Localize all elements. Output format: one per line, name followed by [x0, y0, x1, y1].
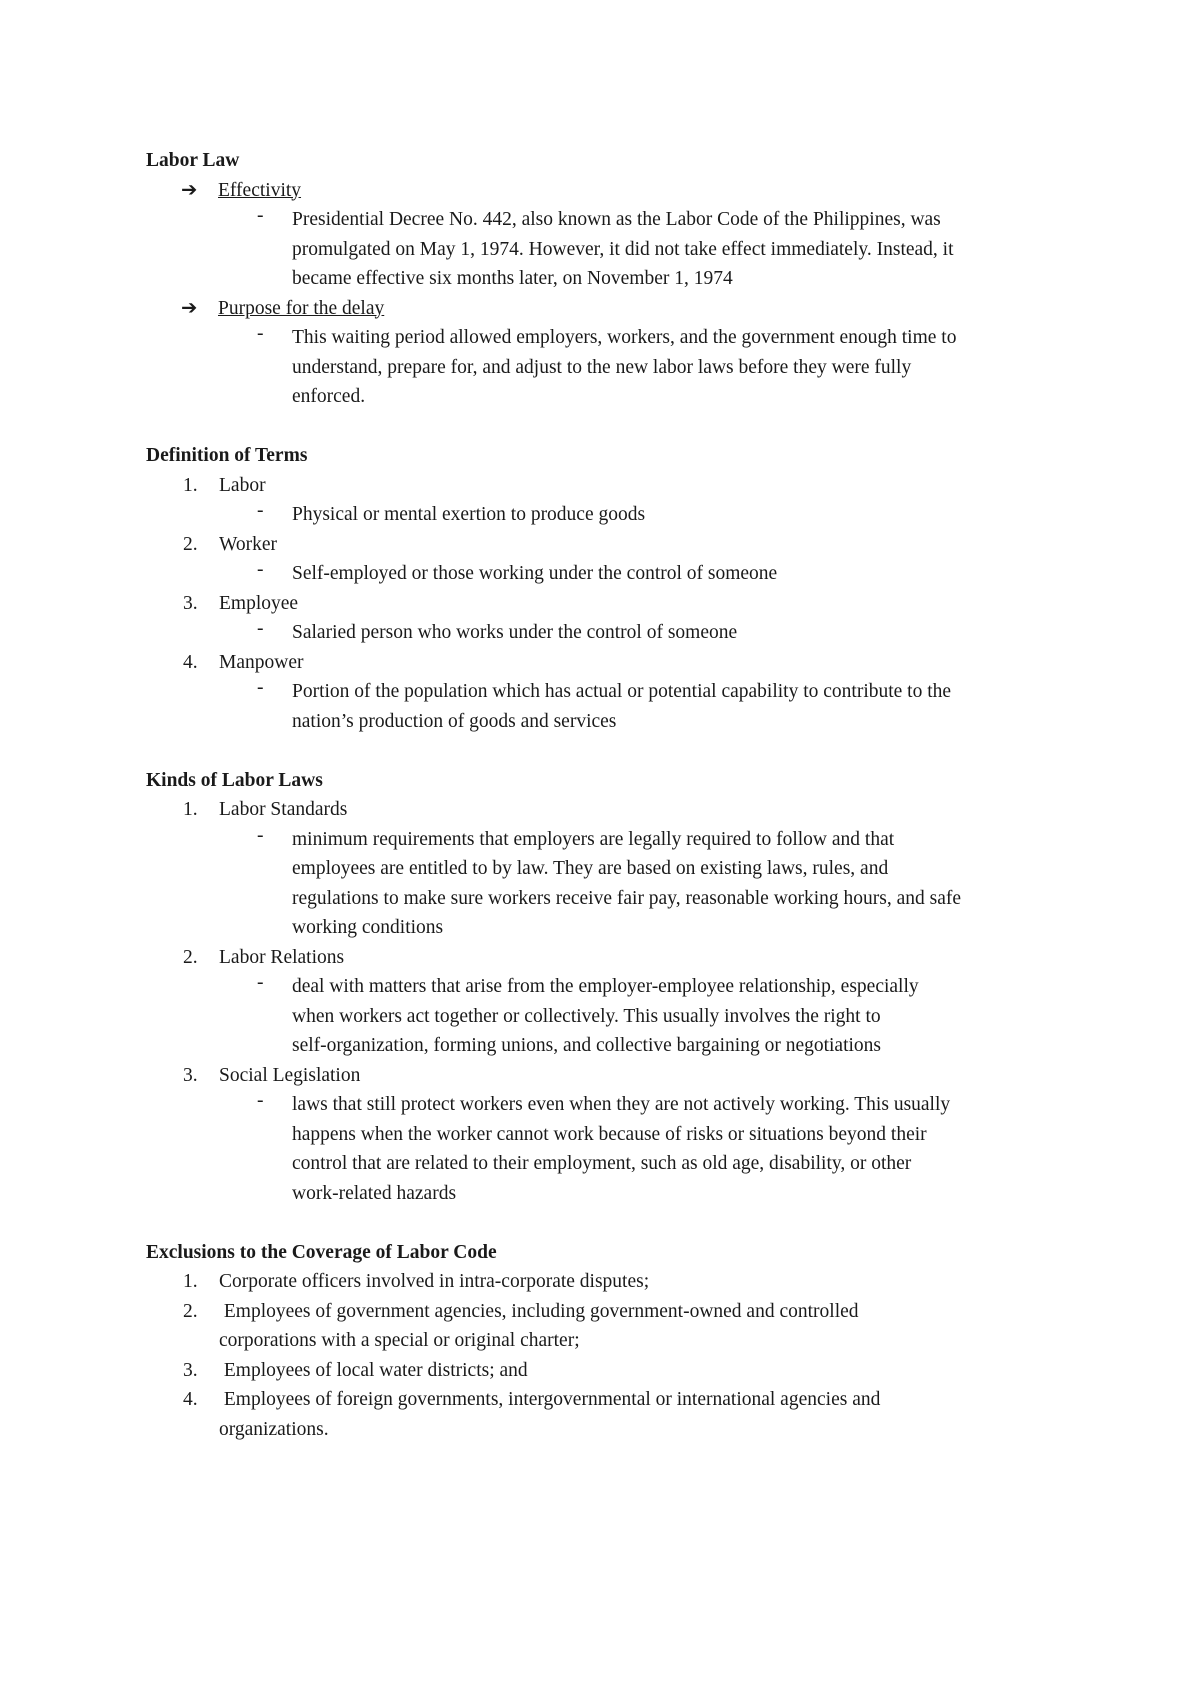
term-item-labor — [146, 471, 1066, 501]
text-line: control that are related to their employment, such as old age, disability, or other — [292, 1153, 912, 1174]
dash-bullet: - — [257, 559, 264, 580]
term-label: Employee — [219, 592, 299, 614]
section-gap — [146, 412, 1066, 442]
list-number: 1. — [183, 799, 198, 820]
section-gap — [146, 736, 1066, 766]
heading-kinds-of-labor-laws: Kinds of Labor Laws — [146, 769, 323, 791]
exclusion-item — [146, 1267, 1066, 1297]
text-line: This waiting period allowed employers, workers, and the government enough time to — [292, 327, 957, 348]
dash-bullet: - — [257, 972, 264, 993]
text-line: Self-employed or those working under the control of someone — [292, 563, 778, 584]
arrow-icon: ➔ — [181, 179, 198, 201]
text-line: understand, prepare for, and adjust to the new labor laws before they were fully — [292, 356, 912, 378]
kind-description — [146, 825, 1066, 943]
list-number: 1. — [183, 474, 198, 496]
subheading-purpose: Purpose for the delay — [218, 297, 385, 319]
term-definition — [146, 677, 1066, 736]
dash-bullet: - — [257, 1090, 264, 1111]
text-line: became effective six months later, on November 1, 1974 — [292, 268, 733, 289]
document-page — [146, 146, 1066, 1444]
kind-item-labor-relations — [146, 943, 1066, 973]
text-line: regulations to make sure workers receive fair pay, reasonable working hours, and safe — [292, 887, 962, 909]
exclusion-item — [146, 1356, 1066, 1386]
exclusion-item — [146, 1385, 1066, 1444]
text-line: Portion of the population which has actual or potential capability to contribute to the — [292, 681, 952, 702]
text-line: Corporate officers involved in intra-corporate disputes; — [219, 1271, 650, 1292]
list-number: 3. — [183, 592, 198, 614]
term-definition — [146, 559, 1066, 589]
term-definition — [146, 618, 1066, 648]
text-line: Employees of foreign governments, intergovernmental or international agencies and — [219, 1389, 881, 1410]
kind-item-social-legislation — [146, 1061, 1066, 1091]
section-gap — [146, 1208, 1066, 1238]
dash-bullet: - — [257, 677, 264, 698]
dash-bullet: - — [257, 323, 264, 344]
list-number: 4. — [183, 1389, 198, 1410]
text-line: enforced. — [292, 386, 366, 407]
arrow-item-purpose — [146, 294, 1066, 324]
dash-bullet: - — [257, 618, 264, 639]
list-number: 4. — [183, 651, 198, 673]
term-item-worker — [146, 530, 1066, 560]
kind-description — [146, 1090, 1066, 1208]
list-number: 3. — [183, 1064, 198, 1086]
heading-definition-of-terms: Definition of Terms — [146, 445, 308, 466]
text-line: laws that still protect workers even when they are not actively working. This usually — [292, 1094, 951, 1115]
text-line: organizations. — [219, 1418, 329, 1440]
term-label: Worker — [219, 533, 277, 555]
text-line: corporations with a special or original charter; — [219, 1330, 580, 1351]
list-number: 2. — [183, 1300, 198, 1322]
text-line: when workers act together or collectively. This usually involves the right to — [292, 1005, 881, 1027]
term-item-manpower — [146, 648, 1066, 678]
text-line: promulgated on May 1, 1974. However, it did not take effect immediately. Instead, it — [292, 238, 954, 260]
text-line: happens when the worker cannot work because of risks or situations beyond their — [292, 1123, 927, 1145]
list-number: 2. — [183, 946, 198, 968]
dash-bullet: - — [257, 824, 264, 846]
kind-item-labor-standards — [146, 795, 1066, 825]
term-label: Labor — [219, 474, 266, 496]
text-line: working conditions — [292, 917, 444, 938]
text-line: deal with matters that arise from the employer-employee relationship, especially — [292, 976, 919, 997]
exclusion-item — [146, 1297, 1066, 1356]
text-line: self-organization, forming unions, and collective bargaining or negotiations — [292, 1035, 882, 1056]
kind-label: Social Legislation — [219, 1064, 361, 1086]
text-line: Presidential Decree No. 442, also known as the Labor Code of the Philippines, was — [292, 209, 941, 230]
subheading-effectivity: Effectivity — [218, 179, 302, 201]
text-line: Employees of government agencies, including government-owned and controlled — [219, 1300, 859, 1322]
kind-label: Labor Relations — [219, 946, 345, 968]
heading-exclusions: Exclusions to the Coverage of Labor Code — [146, 1241, 497, 1263]
arrow-item-effectivity — [146, 176, 1066, 206]
dash-bullet: - — [257, 500, 264, 521]
dash-bullet: - — [257, 205, 264, 226]
text-line: Employees of local water districts; and — [219, 1359, 528, 1381]
kind-description — [146, 972, 1066, 1061]
purpose-detail — [146, 323, 1066, 412]
heading-labor-law: Labor Law — [146, 150, 240, 171]
text-line: minimum requirements that employers are legally required to follow and that — [292, 828, 895, 850]
list-number: 3. — [183, 1359, 198, 1381]
text-line: Physical or mental exertion to produce goods — [292, 504, 646, 525]
list-number: 2. — [183, 533, 198, 555]
list-number: 1. — [183, 1271, 198, 1292]
text-line: nation’s production of goods and services — [292, 710, 617, 732]
kind-label: Labor Standards — [219, 799, 348, 820]
term-definition — [146, 500, 1066, 530]
arrow-icon: ➔ — [181, 297, 198, 319]
text-line: work-related hazards — [292, 1182, 457, 1204]
effectivity-detail — [146, 205, 1066, 294]
text-line: Salaried person who works under the control of someone — [292, 622, 738, 643]
term-item-employee — [146, 589, 1066, 619]
term-label: Manpower — [219, 651, 304, 673]
text-line: employees are entitled to by law. They are based on existing laws, rules, and — [292, 858, 889, 879]
